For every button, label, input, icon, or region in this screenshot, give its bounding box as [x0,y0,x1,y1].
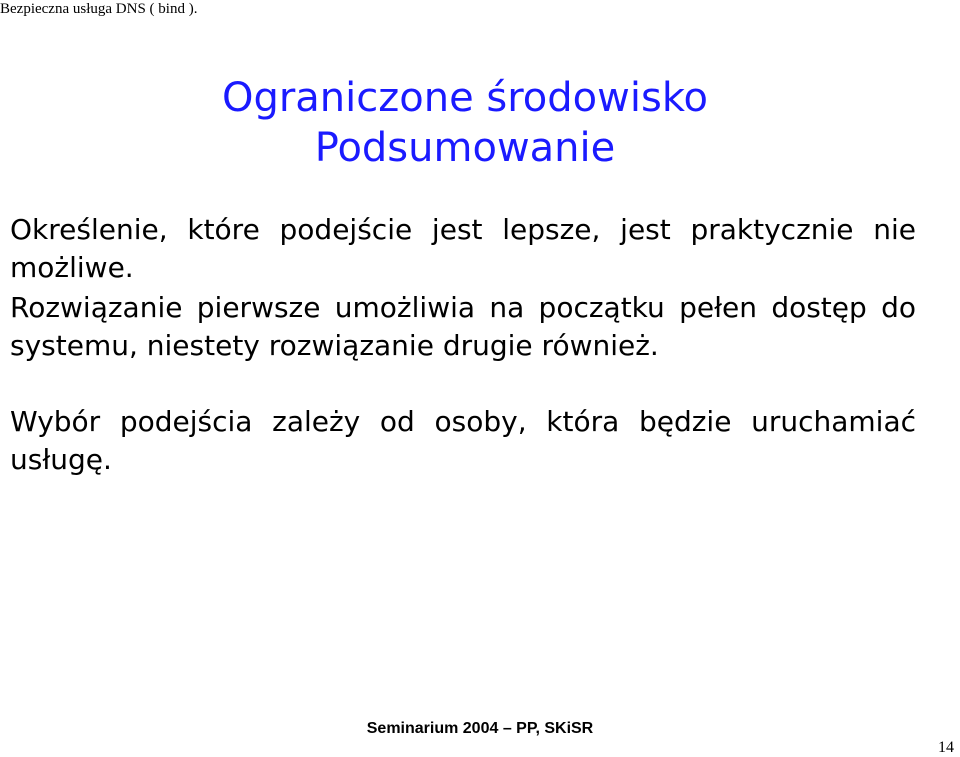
paragraph-2: Rozwiązanie pierwsze umożliwia na początku pełen dostęp do systemu, niestety rozwiązanie drugie również. [10,291,916,362]
page-number: 14 [938,739,954,756]
slide-subtitle: Podsumowanie [314,125,616,171]
footer-text: Seminarium 2004 – PP, SKiSR [366,720,594,737]
running-header: Bezpieczna usługa DNS ( bind ). [0,1,198,17]
paragraph-1: Określenie, które podejście jest lepsze, jest praktycznie nie możliwe. [10,213,916,284]
paragraph-3: Wybór podejścia zależy od osoby, która będzie uruchamiać usługę. [10,405,916,476]
slide-title: Ograniczone środowisko [221,75,709,121]
